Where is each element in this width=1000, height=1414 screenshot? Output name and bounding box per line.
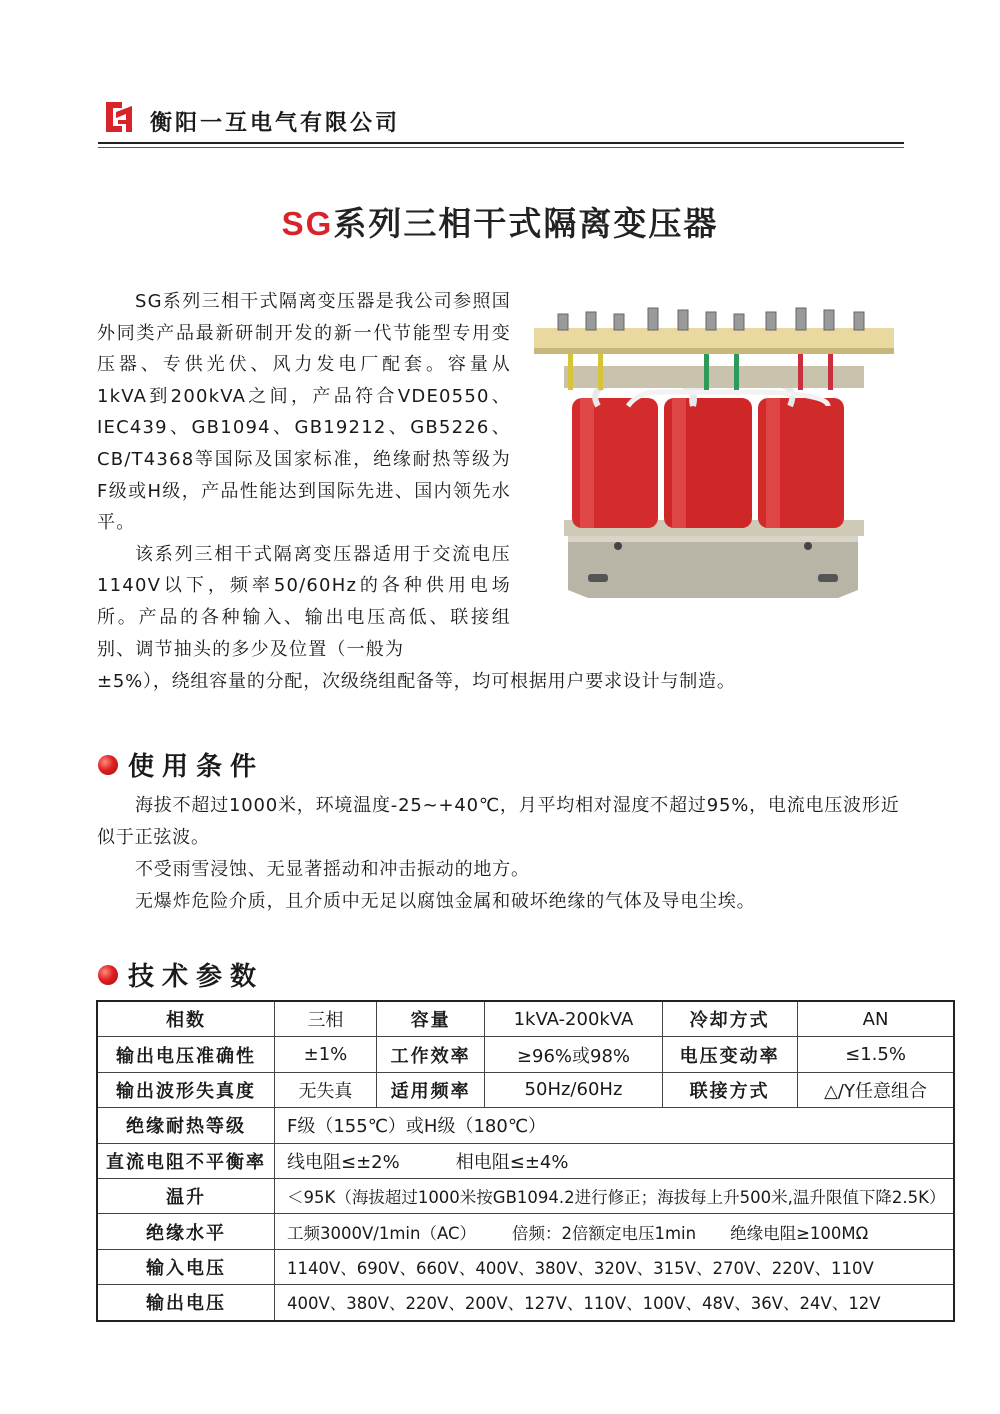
table-cell: 绝缘水平 bbox=[97, 1214, 275, 1249]
intro-paragraph-tail: ±5%），绕组容量的分配，次级绕组配备等，均可根据用户要求设计与制造。 bbox=[97, 671, 736, 692]
table-row bbox=[97, 1214, 954, 1249]
table-cell: ≥96%或98% bbox=[485, 1037, 662, 1072]
table-cell: ≤1.5% bbox=[797, 1037, 954, 1072]
transformer-photo bbox=[528, 298, 900, 618]
title-model: SG bbox=[281, 205, 334, 242]
header-rule bbox=[98, 142, 904, 144]
table-row bbox=[97, 1001, 954, 1037]
section-title: 使用条件 bbox=[128, 752, 265, 782]
table-cell: 温升 bbox=[97, 1178, 275, 1213]
conditions-text bbox=[97, 790, 909, 918]
company-logo-icon bbox=[102, 98, 136, 136]
table-cell: ±1% bbox=[275, 1037, 377, 1072]
condition-item: 无爆炸危险介质，且介质中无足以腐蚀金属和破坏绝缘的气体及导电尘埃。 bbox=[135, 891, 756, 912]
table-cell: 1kVA-200kVA bbox=[485, 1001, 662, 1037]
insulation-resistance: 绝缘电阻≥100MΩ bbox=[730, 1223, 869, 1243]
header-rule-thin bbox=[98, 147, 904, 148]
table-row bbox=[97, 1249, 954, 1284]
power-frequency-test: 工频3000V/1min（AC） bbox=[287, 1223, 476, 1243]
table-cell bbox=[275, 1143, 955, 1178]
table-cell: 50Hz/60Hz bbox=[485, 1072, 662, 1107]
table-cell: 无失真 bbox=[275, 1072, 377, 1107]
title-text: 系列三相干式隔离变压器 bbox=[333, 204, 719, 243]
table-row bbox=[97, 1037, 954, 1072]
company-name: 衡阳一互电气有限公司 bbox=[150, 111, 401, 136]
intro-text bbox=[97, 286, 511, 665]
table-cell: 直流电阻不平衡率 bbox=[97, 1143, 275, 1178]
red-bullet-icon bbox=[98, 755, 118, 775]
table-cell bbox=[275, 1214, 955, 1249]
double-frequency-test: 倍频：2倍额定电压1min bbox=[511, 1223, 697, 1243]
section-title: 技术参数 bbox=[128, 962, 265, 992]
condition-item: 不受雨雪浸蚀、无显著摇动和冲击振动的地方。 bbox=[135, 859, 530, 880]
table-row bbox=[97, 1178, 954, 1213]
condition-item: 海拔不超过1000米，环境温度-25~+40℃，月平均相对湿度不超过95%，电流电压波形近似于正弦波。 bbox=[97, 795, 900, 848]
table-cell: 容量 bbox=[376, 1001, 485, 1037]
table-row bbox=[97, 1072, 954, 1107]
table-row bbox=[97, 1285, 954, 1321]
page-title bbox=[0, 198, 1000, 245]
table-cell: 三相 bbox=[275, 1001, 377, 1037]
table-cell: 电压变动率 bbox=[662, 1037, 797, 1072]
line-resistance: 线电阻≤±2% bbox=[287, 1151, 400, 1173]
table-cell: 输出电压 bbox=[97, 1285, 275, 1321]
intro-paragraph-1: SG系列三相干式隔离变压器是我公司参照国外同类产品最新研制开发的新一代节能型专用变压器、专供光伏、风力发电厂配套。容量从1kVA到200kVA之间，产品符合VDE0550、IEC439、GB1094、GB19212、GB5226、CB/T4368等国际及国家标准，绝缘耐热等级为F级或H级，产品性能达到国际先进、国内领先水平。 bbox=[97, 291, 511, 534]
table-cell: △/Y任意组合 bbox=[797, 1072, 954, 1107]
table-cell: 绝缘耐热等级 bbox=[97, 1108, 275, 1143]
table-cell: 400V、380V、220V、200V、127V、110V、100V、48V、36V、24V、12V bbox=[275, 1285, 955, 1321]
table-cell: 联接方式 bbox=[662, 1072, 797, 1107]
table-row bbox=[97, 1143, 954, 1178]
table-cell: 相数 bbox=[97, 1001, 275, 1037]
table-cell: 1140V、690V、660V、400V、380V、320V、315V、270V、220V、110V bbox=[275, 1249, 955, 1284]
table-row bbox=[97, 1108, 954, 1143]
phase-resistance: 相电阻≤±4% bbox=[455, 1151, 569, 1173]
table-cell: 冷却方式 bbox=[662, 1001, 797, 1037]
table-cell: ＜95K（海拔超过1000米按GB1094.2进行修正；海拔每上升500米,温升限值下降2.5K） bbox=[275, 1178, 955, 1213]
table-cell: 工作效率 bbox=[376, 1037, 485, 1072]
table-cell: 输出波形失真度 bbox=[97, 1072, 275, 1107]
table-cell: AN bbox=[797, 1001, 954, 1037]
red-bullet-icon bbox=[98, 965, 118, 985]
table-cell: 适用频率 bbox=[376, 1072, 485, 1107]
table-cell: 输入电压 bbox=[97, 1249, 275, 1284]
page-header bbox=[98, 98, 904, 148]
table-cell: F级（155℃）或H级（180℃） bbox=[275, 1108, 955, 1143]
spec-table bbox=[96, 1000, 955, 1322]
intro-paragraph-2: 该系列三相干式隔离变压器适用于交流电压1140V以下，频率50/60Hz的各种供用电场所。产品的各种输入、输出电压高低、联接组别、调节抽头的多少及位置（一般为 bbox=[97, 543, 511, 660]
table-cell: 输出电压准确性 bbox=[97, 1037, 275, 1072]
